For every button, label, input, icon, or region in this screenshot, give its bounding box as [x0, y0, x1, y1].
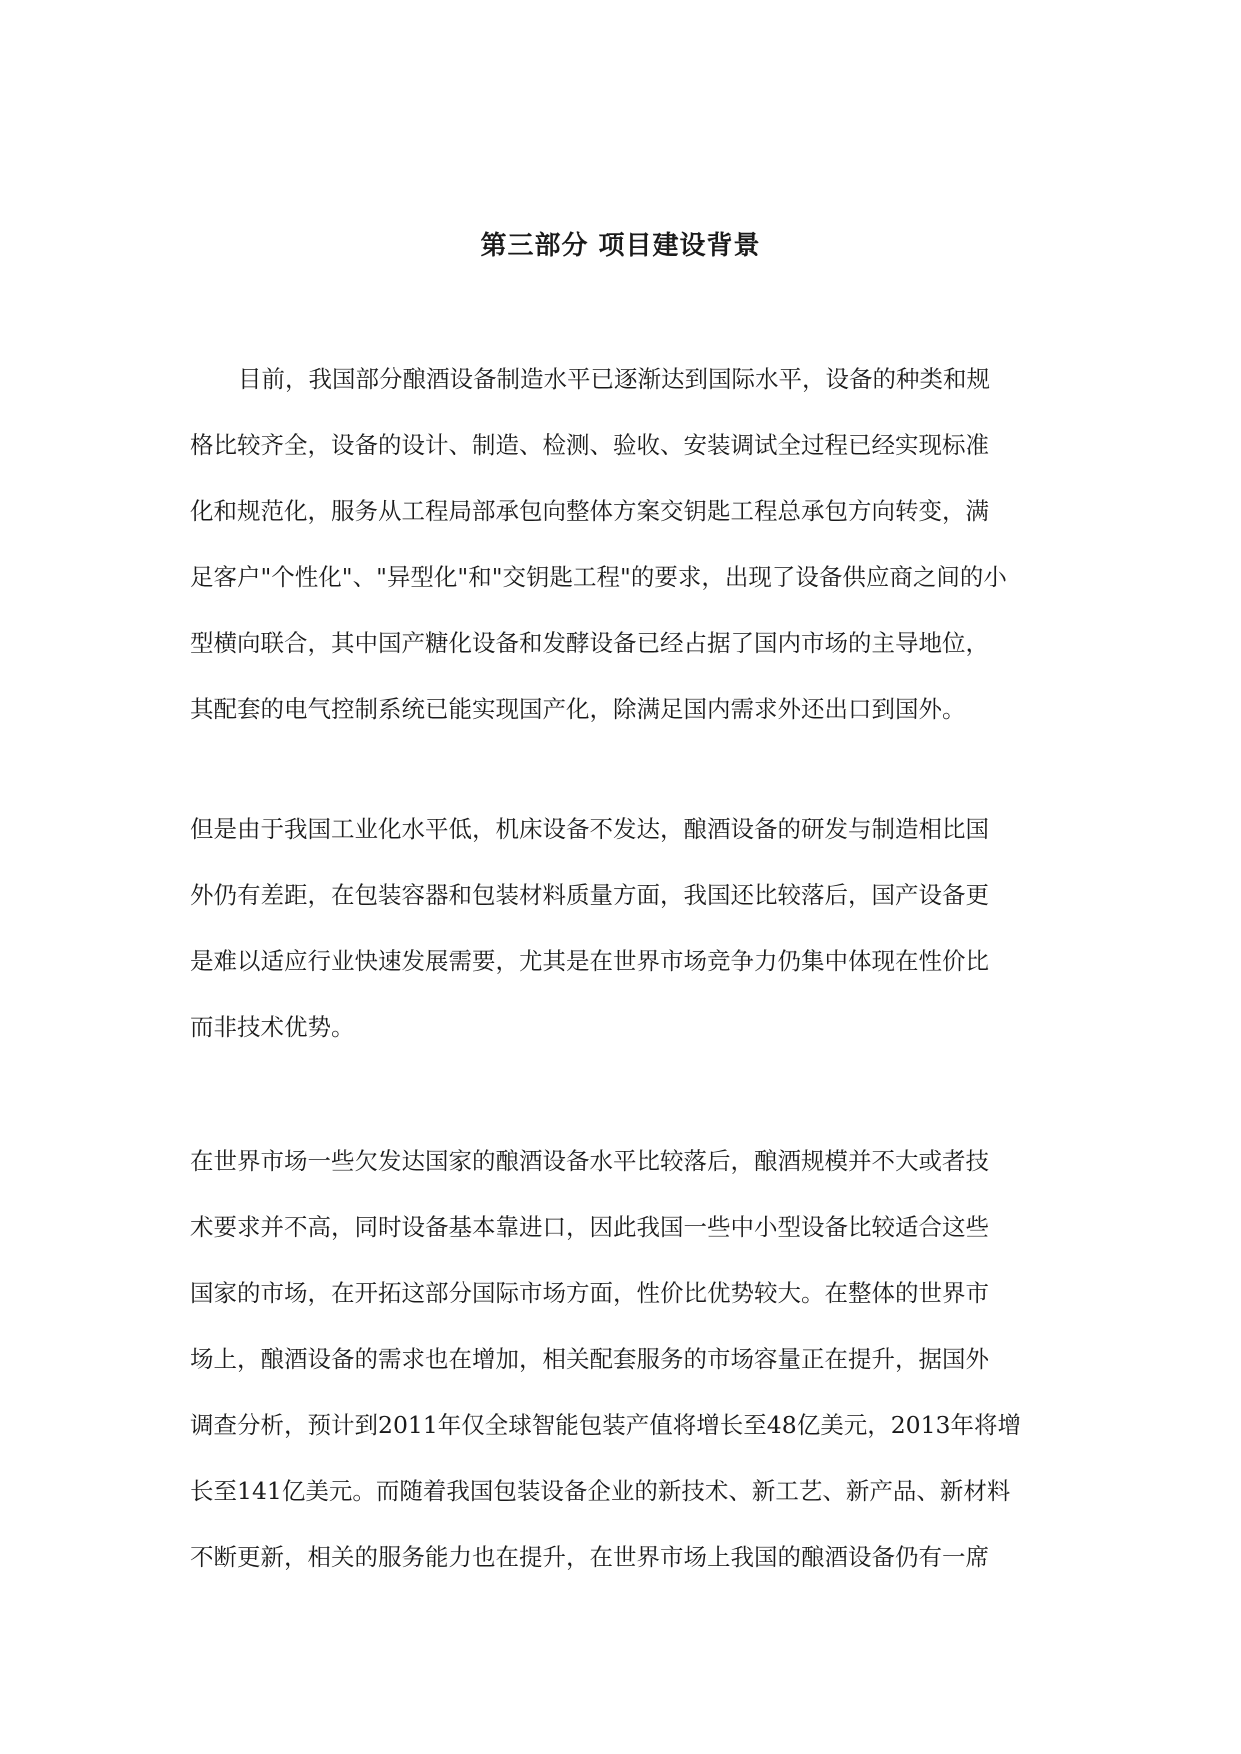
paragraph-line: 不断更新，相关的服务能力也在提升，在世界市场上我国的酿酒设备仍有一席 [190, 1543, 989, 1571]
paragraph-line: 术要求并不高，同时设备基本靠进口，因此我国一些中小型设备比较适合这些 [190, 1213, 989, 1241]
paragraph-line: 型横向联合，其中国产糖化设备和发酵设备已经占据了国内市场的主导地位， [190, 629, 989, 657]
paragraph-line: 目前，我国部分酿酒设备制造水平已逐渐达到国际水平，设备的种类和规 [238, 365, 990, 393]
paragraph-line: 在世界市场一些欠发达国家的酿酒设备水平比较落后，酿酒规模并不大或者技 [190, 1147, 989, 1175]
paragraph-1 [190, 346, 1050, 742]
paragraph-line: 格比较齐全，设备的设计、制造、检测、验收、安装调试全过程已经实现标准 [190, 431, 989, 459]
paragraph-3 [190, 1128, 1050, 1590]
paragraph-line: 外仍有差距，在包装容器和包装材料质量方面，我国还比较落后，国产设备更 [190, 881, 989, 909]
paragraph-line: 化和规范化，服务从工程局部承包向整体方案交钥匙工程总承包方向转变，满 [190, 497, 989, 525]
paragraph-line: 但是由于我国工业化水平低，机床设备不发达，酿酒设备的研发与制造相比国 [190, 815, 989, 843]
paragraph-line: 足客户"个性化"、"异型化"和"交钥匙工程"的要求，出现了设备供应商之间的小 [190, 563, 1007, 591]
paragraph-line: 长至141亿美元。而随着我国包装设备企业的新技术、新工艺、新产品、新材料 [190, 1477, 1011, 1505]
paragraph-line: 其配套的电气控制系统已能实现国产化，除满足国内需求外还出口到国外。 [190, 695, 966, 723]
paragraph-2 [190, 796, 1050, 1060]
paragraph-line: 调查分析，预计到2011年仅全球智能包装产值将增长至48亿美元，2013年将增 [190, 1411, 1022, 1439]
paragraph-line: 是难以适应行业快速发展需要，尤其是在世界市场竞争力仍集中体现在性价比 [190, 947, 989, 975]
paragraph-line: 场上，酿酒设备的需求也在增加，相关配套服务的市场容量正在提升，据国外 [190, 1345, 989, 1373]
paragraph-line: 国家的市场，在开拓这部分国际市场方面，性价比优势较大。在整体的世界市 [190, 1279, 989, 1307]
paragraph-line: 而非技术优势。 [190, 1013, 355, 1041]
page-title: 第三部分 项目建设背景 [480, 231, 761, 261]
